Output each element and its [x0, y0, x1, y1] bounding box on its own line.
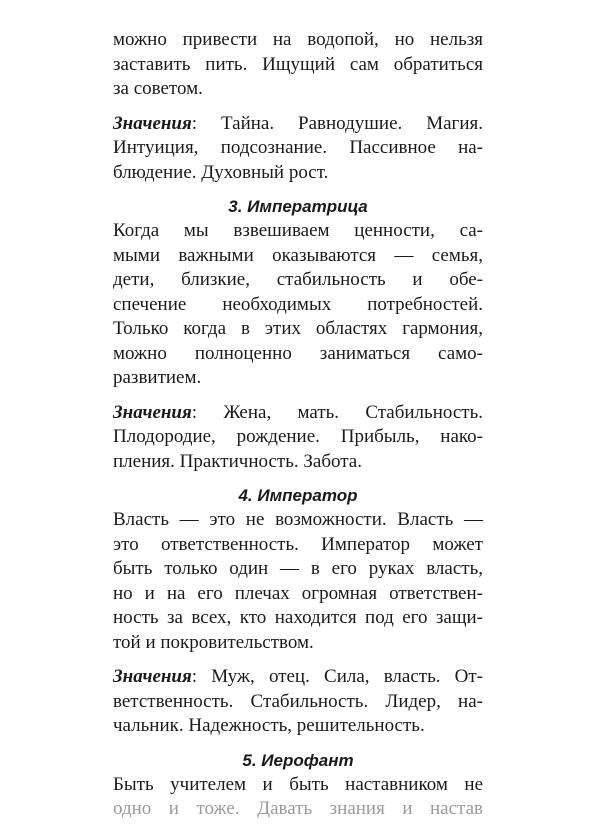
- meanings-label: Значения: [113, 666, 192, 687]
- body-line-cut-off: одно и тоже. Давать знания и настав: [113, 798, 483, 819]
- section-body-emperor: [113, 508, 483, 655]
- intro-meanings: [113, 112, 483, 186]
- meanings-label: Значения: [113, 112, 192, 134]
- meanings-label: Значения: [113, 401, 192, 423]
- body-line: Когда мы взвешиваем ценности, са-: [113, 220, 483, 241]
- meanings-text: : Тайна. Равнодушие. Магия.: [191, 112, 483, 134]
- section-meanings-empress: [113, 401, 483, 475]
- body-line: мыми важными оказываются — семья,: [113, 244, 483, 266]
- intro-paragraph: [113, 28, 483, 102]
- body-line: но и на его плечах огромная ответствен-: [113, 582, 483, 604]
- meanings-line: пления. Практичность. Забота.: [113, 450, 362, 472]
- intro-line: за советом.: [113, 78, 203, 99]
- meanings-line: Интуиция, подсознание. Пассивное на-: [113, 137, 483, 158]
- intro-line: заставить пить. Ищущий сам обратиться: [113, 53, 483, 75]
- body-line: ность за всех, кто находится под его защи-: [113, 607, 483, 628]
- meanings-line: ветственность. Стабильность. Лидер, на-: [113, 690, 483, 712]
- meanings-line: чальник. Надежность, решительность.: [113, 715, 425, 736]
- book-page: [113, 28, 483, 832]
- meanings-text: : Муж, отец. Сила, власть. От-: [191, 666, 483, 687]
- meanings-line: Плодородие, рождение. Прибыль, нако-: [113, 426, 483, 447]
- section-heading-hierophant: 5. Иерофант: [242, 750, 354, 770]
- body-line: Власть — это не возможности. Власть —: [113, 509, 483, 530]
- body-line: быть только один — в его руках власть,: [113, 558, 483, 579]
- meanings-line: блюдение. Духовный рост.: [113, 161, 329, 183]
- body-line: той и покровительством.: [113, 631, 314, 653]
- meanings-text: : Жена, мать. Стабильность.: [191, 401, 483, 423]
- body-line: это ответственность. Император может: [113, 533, 483, 555]
- body-line: Быть учителем и быть наставником не: [113, 773, 483, 795]
- intro-line: можно привести на водопой, но нельзя: [113, 29, 483, 50]
- body-line: можно полноценно заниматься само-: [113, 342, 483, 364]
- section-heading-emperor: 4. Император: [238, 486, 358, 505]
- section-heading-empress: 3. Императрица: [228, 197, 368, 216]
- section-meanings-emperor: [113, 665, 483, 739]
- section-body-hierophant: [113, 773, 483, 822]
- body-line: Только когда в этих областях гармония,: [113, 318, 483, 339]
- body-line: развитием.: [113, 367, 202, 388]
- body-line: дети, близкие, стабильность и обе-: [113, 269, 483, 290]
- body-line: спечение необходимых потребностей.: [113, 293, 483, 315]
- section-body-empress: [113, 219, 483, 391]
